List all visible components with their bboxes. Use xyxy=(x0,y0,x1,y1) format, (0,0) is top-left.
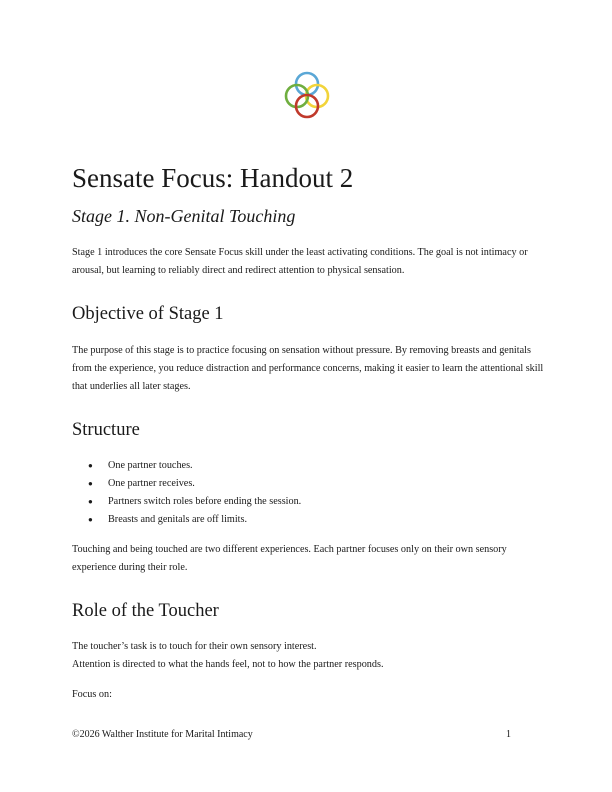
toucher-line-1: The toucher’s task is to touch for their own sensory interest. xyxy=(72,641,317,652)
list-item: ● One partner receives. xyxy=(72,475,542,493)
footer-copyright: ©2026 Walther Institute for Marital Intimacy xyxy=(72,729,253,740)
intro-paragraph: Stage 1 introduces the core Sensate Focus skill under the least activating conditions. The goal is not intimacy or arousal, but learning to reliably direct and redirect attention to physical sensation. xyxy=(72,247,528,276)
bullet-icon: ● xyxy=(88,497,93,506)
list-item: ● Partners switch roles before ending the session. xyxy=(72,493,542,511)
objective-heading: Objective of Stage 1 xyxy=(72,304,224,324)
structure-paragraph: Touching and being touched are two different experiences. Each partner focuses only on their own sensory experience during their role. xyxy=(72,544,507,573)
page-title: Sensate Focus: Handout 2 xyxy=(72,163,354,193)
toucher-heading: Role of the Toucher xyxy=(72,601,219,621)
structure-list xyxy=(72,457,542,529)
toucher-line-2: Attention is directed to what the hands feel, not to how the partner responds. xyxy=(72,659,384,670)
bullet-icon: ● xyxy=(88,461,93,470)
focus-label: Focus on: xyxy=(72,689,112,700)
structure-heading: Structure xyxy=(72,420,140,440)
bullet-icon: ● xyxy=(88,515,93,524)
bullet-icon: ● xyxy=(88,479,93,488)
list-item: ● Breasts and genitals are off limits. xyxy=(72,511,542,529)
objective-paragraph: The purpose of this stage is to practice focusing on sensation without pressure. By removing breasts and genitals from the experience, you reduce distraction and performance concerns, making it easier to learn the attentional skill that underlies all later stages. xyxy=(72,345,544,392)
interlocking-rings-logo xyxy=(280,70,332,120)
page-number: 1 xyxy=(506,729,511,740)
list-item: ● One partner touches. xyxy=(72,457,542,475)
stage-subtitle: Stage 1. Non-Genital Touching xyxy=(72,206,296,226)
